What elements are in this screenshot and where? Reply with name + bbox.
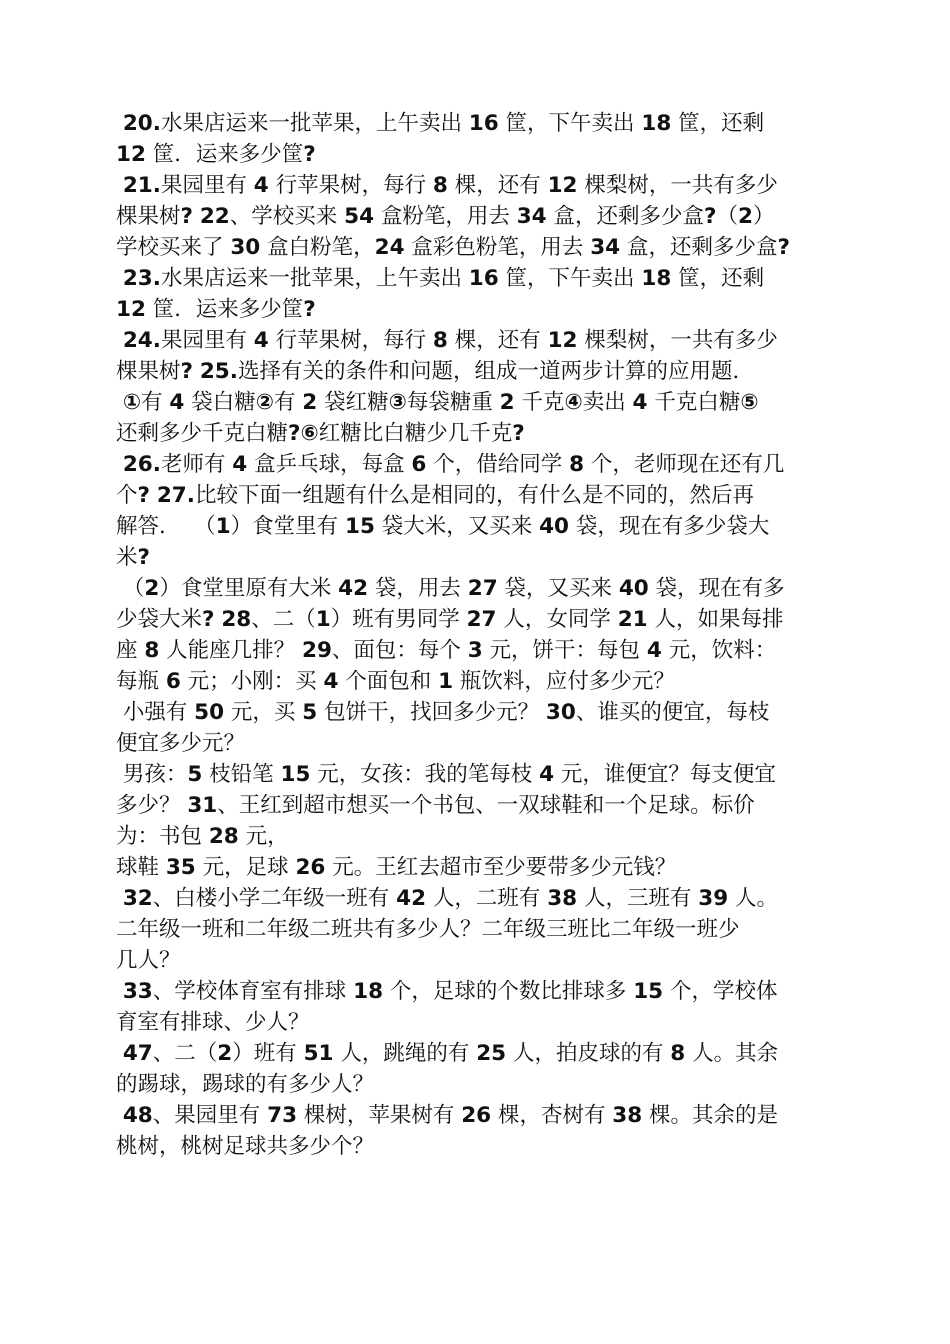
text-line: 24.果园里有 4 行苹果树，每行 8 棵，还有 12 棵梨树，一共有多少	[122, 328, 778, 353]
text-line: 47、二（2）班有 51 人，跳绳的有 25 人，拍皮球的有 8 人。其余	[122, 1041, 779, 1066]
text-line: 33、学校体育室有排球 18 个，足球的个数比排球多 15 个，学校体	[122, 979, 778, 1004]
text-line: 32、白楼小学二年级一班有 42 人，二班有 38 人，三班有 39 人。	[122, 886, 779, 911]
text-line: 米?	[116, 545, 150, 570]
text-line: 二年级一班和二年级二班共有多少人？二年级三班比二年级一班少	[116, 917, 740, 942]
text-line: 男孩：5 枝铅笔 15 元，女孩：我的笔每枝 4 元，谁便宜？每支便宜	[116, 762, 776, 787]
text-line: 每瓶 6 元；小刚：买 4 个面包和 1 瓶饮料，应付多少元？	[116, 669, 675, 694]
text-line: 48、果园里有 73 棵树，苹果树有 26 棵，杏树有 38 棵。其余的是	[122, 1103, 779, 1128]
text-line: 小强有 50 元，买 5 包饼干，找回多少元？ 30、谁买的便宜，每枝	[116, 700, 770, 725]
text-line: 学校买来了 30 盒白粉笔，24 盒彩色粉笔，用去 34 盒，还剩多少盒?	[116, 235, 790, 260]
text-line: 多少？ 31、王红到超市想买一个书包、一双球鞋和一个足球。标价	[116, 793, 755, 818]
text-line: ①有 4 袋白糖②有 2 袋红糖③每袋糖重 2 千克④卖出 4 千克白糖⑤	[122, 390, 759, 415]
text-line: 解答． （1）食堂里有 15 袋大米，又买来 40 袋，现在有多少袋大	[116, 514, 770, 539]
text-line: 少袋大米? 28、二（1）班有男同学 27 人，女同学 21 人，如果每排	[116, 607, 784, 632]
text-line: （2）食堂里原有大米 42 袋，用去 27 袋，又买来 40 袋，现在有多	[116, 576, 785, 601]
text-line: 几人？	[116, 948, 181, 973]
text-line: 26.老师有 4 盒乒乓球，每盒 6 个，借给同学 8 个，老师现在还有几	[122, 452, 785, 477]
text-line: 的踢球，踢球的有多少人？	[116, 1072, 375, 1097]
text-line: 23.水果店运来一批苹果，上午卖出 16 筐，下午卖出 18 筐，还剩	[122, 266, 765, 291]
text-line: 便宜多少元？	[116, 731, 246, 756]
text-line: 12 筐．运来多少筐?	[116, 142, 316, 167]
text-line: 桃树，桃树足球共多少个？	[116, 1134, 375, 1159]
text-line: 为：书包 28 元，	[116, 824, 289, 849]
problem-text-block	[116, 108, 846, 1162]
text-line: 球鞋 35 元，足球 26 元。王红去超市至少要带多少元钱？	[116, 855, 677, 880]
text-line: 21.果园里有 4 行苹果树，每行 8 棵，还有 12 棵梨树，一共有多少	[122, 173, 778, 198]
text-line: 棵果树? 22、学校买来 54 盒粉笔，用去 34 盒，还剩多少盒?（2）	[116, 204, 775, 229]
text-line: 座 8 人能座几排？ 29、面包：每个 3 元，饼干：每包 4 元，饮料：	[116, 638, 777, 663]
text-line: 12 筐．运来多少筐?	[116, 297, 316, 322]
text-line: 育室有排球、少人？	[116, 1010, 310, 1035]
text-line: 棵果树? 25.选择有关的条件和问题，组成一道两步计算的应用题．	[116, 359, 754, 384]
text-line: 20.水果店运来一批苹果，上午卖出 16 筐，下午卖出 18 筐，还剩	[122, 111, 765, 136]
text-line: 个? 27.比较下面一组题有什么是相同的，有什么是不同的，然后再	[116, 483, 754, 508]
text-line: 还剩多少千克白糖?⑥红糖比白糖少几千克?	[116, 421, 525, 446]
